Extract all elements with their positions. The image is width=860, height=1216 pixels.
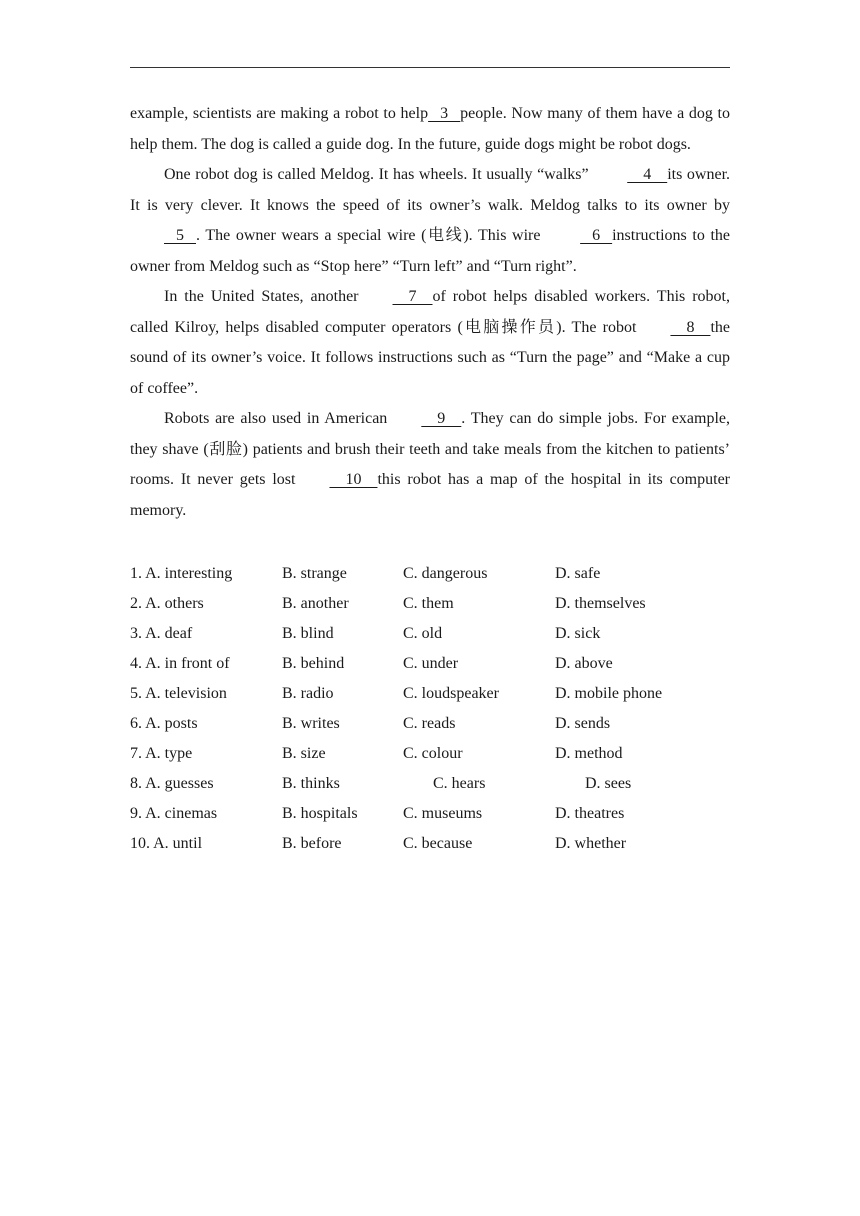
option-b: B. blind	[282, 625, 334, 642]
paragraph-1	[130, 99, 730, 160]
option-c: C. hears	[433, 775, 486, 792]
option-a: 7. A. type	[130, 745, 193, 762]
option-d: D. method	[555, 745, 623, 762]
option-b: B. another	[282, 595, 349, 612]
option-c: C. old	[403, 625, 443, 642]
option-c: C. because	[403, 835, 473, 852]
passage-text: instructions to the owner from Meldog such as “Stop here” “Turn left” and “Turn right”.	[130, 227, 730, 275]
option-d: D. themselves	[555, 595, 646, 612]
option-d: D. safe	[555, 565, 601, 582]
option-a: 5. A. television	[130, 685, 227, 702]
blank-6: 6	[580, 227, 613, 244]
cloze-passage	[130, 99, 730, 526]
blank-5: 5	[164, 227, 196, 244]
passage-text: the sound of its owner’s voice. It follows instructions such as “Turn the page” and “Make a cup of coffee”.	[130, 318, 730, 397]
question-6-options	[130, 709, 750, 739]
answer-options	[130, 559, 750, 859]
blank-7: 7	[392, 288, 433, 305]
option-b: B. radio	[282, 685, 334, 702]
option-a: 3. A. deaf	[130, 625, 193, 642]
header-rule	[130, 67, 730, 68]
blank-9: 9	[421, 410, 462, 427]
question-3-options	[130, 619, 750, 649]
question-8-options	[130, 769, 750, 799]
question-9-options	[130, 799, 750, 829]
passage-text: . The owner wears a special wire (电线). This wire	[196, 227, 547, 244]
option-b: B. strange	[282, 565, 347, 582]
option-a: 6. A. posts	[130, 715, 198, 732]
question-4-options	[130, 649, 750, 679]
option-d: D. mobile phone	[555, 685, 663, 702]
option-a: 4. A. in front of	[130, 655, 230, 672]
passage-text: In the United States, another	[164, 288, 359, 305]
option-d: D. sends	[555, 715, 611, 732]
option-b: B. before	[282, 835, 342, 852]
passage-text: its owner. It is very clever. It knows the speed of its owner’s walk. Meldog talks to its owner by	[130, 166, 731, 214]
option-b: B. behind	[282, 655, 345, 672]
passage-text: example, scientists are making a robot to help	[130, 105, 429, 122]
passage-text: this robot has a map of the hospital in its computer memory.	[130, 471, 731, 519]
paragraph-3	[130, 282, 730, 404]
option-c: C. museums	[403, 805, 483, 822]
paragraph-4	[130, 404, 730, 526]
blank-8: 8	[670, 318, 711, 336]
question-7-options	[130, 739, 750, 769]
question-5-options	[130, 679, 750, 709]
option-d: D. theatres	[555, 805, 625, 822]
option-b: B. writes	[282, 715, 340, 732]
option-a: 1. A. interesting	[130, 565, 233, 582]
option-d: D. sees	[585, 775, 632, 792]
paragraph-2	[130, 160, 730, 282]
option-b: B. thinks	[282, 775, 340, 792]
option-c: C. dangerous	[403, 565, 488, 582]
passage-text: . They can do simple jobs. For example, they shave (刮脸) patients and brush their teeth and take meals from the kitchen to patients’ rooms. It never gets lost	[130, 410, 730, 488]
option-a: 9. A. cinemas	[130, 805, 218, 822]
blank-10: 10	[329, 471, 378, 488]
blank-4: 4	[627, 166, 668, 183]
option-d: D. above	[555, 655, 613, 672]
passage-text: Robots are also used in American	[164, 410, 388, 427]
option-b: B. hospitals	[282, 805, 358, 822]
option-b: B. size	[282, 745, 326, 762]
question-10-options	[130, 829, 750, 859]
option-a: 2. A. others	[130, 595, 204, 612]
question-2-options	[130, 589, 750, 619]
option-d: D. whether	[555, 835, 627, 852]
blank-3: 3	[428, 105, 461, 122]
option-c: C. under	[403, 655, 459, 672]
option-c: C. reads	[403, 715, 456, 732]
question-1-options	[130, 559, 750, 589]
option-c: C. colour	[403, 745, 463, 762]
option-a: 8. A. guesses	[130, 775, 214, 792]
passage-text: of robot helps disabled workers. This robot, called Kilroy, helps disabled computer operators (电脑操作员). The robot	[130, 288, 730, 336]
option-c: C. loudspeaker	[403, 685, 499, 702]
passage-text: people. Now many of them have a dog to help them. The dog is called a guide dog. In the future, guide dogs might be robot dogs.	[130, 105, 731, 153]
option-a: 10. A. until	[130, 835, 203, 852]
passage-text: One robot dog is called Meldog. It has wheels. It usually “walks”	[164, 166, 594, 183]
option-c: C. them	[403, 595, 454, 612]
option-d: D. sick	[555, 625, 601, 642]
